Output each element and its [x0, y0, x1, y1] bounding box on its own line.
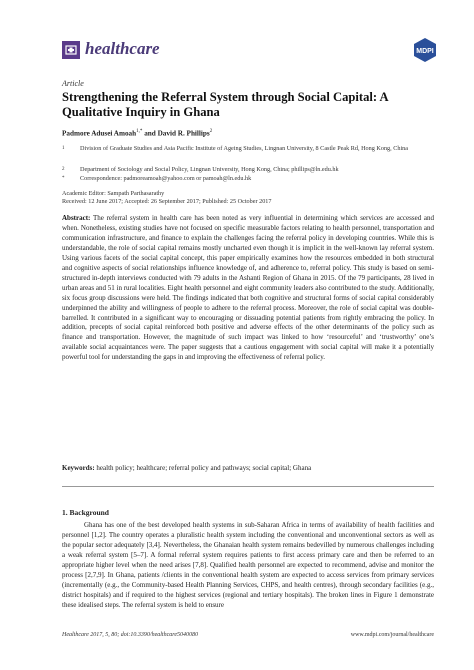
keywords — [62, 464, 434, 473]
publisher-name: MDPI — [416, 48, 434, 55]
footer-url[interactable]: www.mdpi.com/journal/healthcare — [350, 632, 434, 638]
healthcare-logo-icon — [62, 41, 80, 59]
journal-name: healthcare — [85, 39, 160, 58]
author-name: Padmore Adusei Amoah — [62, 129, 137, 138]
author-sup: 2 — [209, 129, 213, 134]
section-heading: 1. Background — [62, 508, 109, 517]
article-dates — [62, 190, 271, 206]
abstract-label: Abstract: — [62, 214, 91, 222]
author-name: David R. Phillips — [157, 129, 210, 138]
publication-history: Received: 12 June 2017; Accepted: 26 September 2017; Published: 25 October 2017 — [62, 198, 272, 206]
keywords-text: health policy; healthcare; referral policy and pathways; social capital; Ghana — [96, 464, 312, 472]
body-paragraph: Ghana has one of the best developed health systems in sub-Saharan Africa in terms of availability of health facilities and personnel [1,2]. The country operates a pluralistic health system including the conventional and unconventional sectors as well as the popular sector adequately [3,4]. Nevertheless, the Ghanaian health system remains bedevilled by numerous challenges including a weak referral system [5–7]. A formal referral system requires patients to first access primary care and then be referred to an appropriate higher level when the need arises [7,8]. Qualified health personnel are expected to recommend, advise and monitor the process [2,7,9]. In Ghana, patients /clients in the conventional health system are expected to access services from primary services (incrementally (e.g., the Community-based Health Planning Services, CHPS, and health centres), through secondary facilities (e.g., district hospitals) and if required to the highest services (regional and tertiary hospitals). The broken lines in Figure 1 demonstrate these idealised steps. The referral system is held to ensure — [62, 521, 434, 609]
article-type: Article — [62, 79, 84, 88]
mdpi-logo-icon — [412, 37, 438, 63]
abstract — [62, 214, 434, 363]
section-divider — [62, 486, 434, 487]
abstract-text: The referral system in health care has been noted as very influential in determining which services are accessed and when. Nonetheless, existing studies have not focused on specific measurable factors relating to health personnel, transportation and communication infrastructure, and finance to explain the challenges facing the referral policy in developing countries. While this is understandable, the role of social capital remains mostly uncharted even though it is implicit in the well-known lay referral system. Using various facets of the social capital concept, this paper empirically examines how the resources embedded in both structural and cognitive aspects of social relationships influence knowledge of, and adherence to, referral policy. This study is based on semi-structured in-depth interviews conducted with 79 adults in the Ashanti Region of Ghana in 2015. Of the 79 participants, 28 lived in urban areas and 51 in rural localities. Eight health personnel and eight community leaders also contributed to the study. Additionally, six focus group discussions were held. The findings indicated that both cognitive and structural forms of social capital considerably underpinned the ability and willingness of people to adhere to the referral process. Moreover, the role of social capital was double-barrelled. It contributed in a significant way to encouraging or dissuading potential patients from rightly embracing the policy. In addition, precepts of social capital reinforced both positive and adverse effects of the other determinants of the policy such as finance and transportation. However, the magnitude of such impact was linked to how ‘resourceful’ and ‘trustworthy’ one’s available social acquaintances were. The paper suggests that a cautious engagement with social capital will make it a potentially powerful tool for understanding the gaps in and improving the effectiveness of referral policy. — [62, 214, 435, 362]
footer-citation: Healthcare 2017, 5, 80; doi:10.3390/healthcare5040080 — [62, 632, 199, 638]
author-sup: 1,* — [136, 129, 143, 134]
affiliation-2: 2 Department of Sociology and Social Policy, Lingnan University, Hong Kong, China; phillips@ln.edu.hk — [62, 166, 339, 173]
author-separator: and — [144, 129, 156, 138]
correspondence: * Correspondence: padmoreamoah@yahoo.com or pamoah@ln.edu.hk — [62, 175, 252, 182]
affiliation-1: 1 Division of Graduate Studies and Asia Pacific Institute of Ageing Studies, Lingnan University, 8 Castle Peak Rd, Hong Kong, China — [62, 145, 409, 152]
paper-title: Strengthening the Referral System through Social Capital: A Qualitative Inquiry in Ghana — [62, 90, 388, 119]
academic-editor: Academic Editor: Sampath Parthasarathy — [62, 190, 165, 197]
author-list — [62, 129, 212, 137]
keywords-label: Keywords: — [62, 464, 95, 472]
